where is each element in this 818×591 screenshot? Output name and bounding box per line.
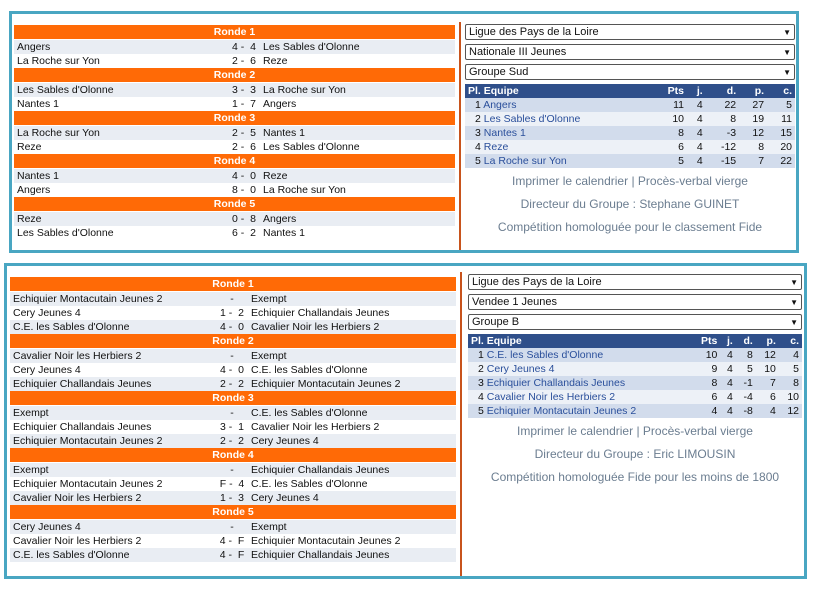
stat-cell: 10 [691, 348, 720, 362]
team-cell [468, 390, 691, 404]
away-team: La Roche sur Yon [263, 184, 346, 196]
away-team: Echiquier Challandais Jeunes [251, 549, 390, 561]
match-row [10, 306, 456, 320]
division-select[interactable] [465, 44, 795, 60]
standings-table [468, 334, 802, 418]
standings-row [465, 126, 795, 140]
print-calendar-link[interactable]: Imprimer le calendrier [517, 424, 634, 438]
home-team: Reze [17, 213, 42, 225]
round-matches [14, 40, 455, 68]
team-cell [468, 404, 691, 418]
separator: | [636, 424, 640, 438]
rank: 1 [478, 349, 484, 361]
match-row [14, 83, 455, 97]
print-links [465, 170, 795, 193]
team-cell [468, 348, 691, 362]
stat-cell: 7 [756, 376, 779, 390]
match-score: F - 4 [219, 478, 245, 490]
team-link[interactable]: Cavalier Noir les Herbiers 2 [486, 391, 616, 403]
round-matches [10, 520, 456, 562]
away-team: C.E. les Sables d'Olonne [251, 364, 368, 376]
standings-row [468, 348, 802, 362]
home-team: Angers [17, 41, 51, 53]
home-team: Reze [17, 141, 42, 153]
away-team: Cery Jeunes 4 [251, 435, 319, 447]
round-header: Ronde 1 [14, 25, 455, 39]
standings-row [465, 112, 795, 126]
standings-table [465, 84, 795, 168]
homologation-note: Compétition homologuée pour le classement Fide [497, 220, 763, 234]
stat-cell: 4 [687, 112, 706, 126]
stat-cell: 4 [756, 404, 779, 418]
match-score: 3 - 3 [232, 84, 256, 96]
league-select-value: Ligue des Pays de la Loire [469, 26, 599, 38]
team-cell [465, 140, 652, 154]
away-team: Echiquier Montacutain Jeunes 2 [251, 378, 401, 390]
match-row [14, 126, 455, 140]
group-director: Directeur du Groupe : Eric LIMOUSIN [534, 447, 736, 461]
match-row [10, 477, 456, 491]
away-team: C.E. les Sables d'Olonne [251, 407, 368, 419]
match-row [14, 169, 455, 183]
chevron-down-icon: ▼ [790, 277, 798, 287]
stat-cell: 12 [779, 404, 802, 418]
team-link[interactable]: Angers [483, 99, 517, 111]
match-score: - [230, 521, 234, 533]
team-cell [465, 154, 652, 168]
match-row [10, 377, 456, 391]
away-team: C.E. les Sables d'Olonne [251, 478, 368, 490]
match-row [10, 420, 456, 434]
match-score: 4 - 0 [232, 170, 256, 182]
round-matches [10, 463, 456, 505]
match-row [10, 491, 456, 505]
round-header: Ronde 2 [10, 334, 456, 348]
team-link[interactable]: Echiquier Challandais Jeunes [486, 377, 626, 389]
stat-cell: 4 [720, 390, 735, 404]
team-link[interactable]: Cery Jeunes 4 [486, 363, 555, 375]
stat-cell: -8 [736, 404, 756, 418]
round-matches [14, 169, 455, 197]
stat-cell: -1 [736, 376, 756, 390]
stat-cell: -4 [736, 390, 756, 404]
group-panel-1 [9, 11, 799, 253]
rounds-list [10, 277, 456, 562]
stat-cell: 20 [767, 140, 795, 154]
match-row [10, 548, 456, 562]
stat-cell: 15 [767, 126, 795, 140]
match-score: 8 - 0 [232, 184, 256, 196]
rank: 5 [478, 405, 484, 417]
match-score: 2 - 6 [232, 55, 256, 67]
stat-cell: 4 [687, 140, 706, 154]
stat-cell: 5 [779, 362, 802, 376]
stat-cell: 4 [720, 376, 735, 390]
rounds-list [14, 25, 455, 240]
group-select[interactable] [465, 64, 795, 80]
match-score: 1 - 7 [232, 98, 256, 110]
stat-cell: 11 [767, 112, 795, 126]
rank: 3 [478, 377, 484, 389]
group-info [468, 274, 802, 489]
match-score: 2 - 2 [220, 378, 244, 390]
round-header: Ronde 5 [10, 505, 456, 519]
group-select-value: Groupe B [472, 316, 520, 328]
stat-cell: 12 [756, 348, 779, 362]
away-team: Nantes 1 [263, 227, 306, 239]
blank-report-link[interactable]: Procès-verbal vierge [642, 424, 753, 438]
home-team: Nantes 1 [17, 98, 60, 110]
stat-cell: 10 [652, 112, 687, 126]
home-team: Echiquier Montacutain Jeunes 2 [13, 293, 163, 305]
chevron-down-icon: ▼ [790, 297, 798, 307]
home-team: La Roche sur Yon [17, 127, 100, 139]
stat-cell: 4 [691, 404, 720, 418]
chevron-down-icon: ▼ [783, 47, 791, 57]
match-row [10, 363, 456, 377]
stat-cell: 10 [756, 362, 779, 376]
column-header: Pl. Equipe [468, 334, 691, 348]
rank: 4 [475, 141, 481, 153]
match-row [10, 292, 456, 306]
team-cell [465, 98, 652, 112]
stat-cell: 4 [687, 98, 706, 112]
stat-cell: 4 [687, 154, 706, 168]
round-header: Ronde 4 [14, 154, 455, 168]
round-header: Ronde 4 [10, 448, 456, 462]
stat-cell: 22 [706, 98, 739, 112]
home-team: Cavalier Noir les Herbiers 2 [13, 350, 142, 362]
standings-header [468, 334, 802, 348]
column-header: p. [756, 334, 779, 348]
round-matches [10, 292, 456, 334]
round-header: Ronde 5 [14, 197, 455, 211]
away-team: Angers [263, 213, 297, 225]
match-score: - [230, 293, 234, 305]
match-row [14, 212, 455, 226]
standings-row [468, 390, 802, 404]
match-row [14, 40, 455, 54]
round-matches [10, 349, 456, 391]
chevron-down-icon: ▼ [790, 317, 798, 327]
match-score: 1 - 3 [220, 492, 244, 504]
stat-cell: 10 [779, 390, 802, 404]
match-row [14, 97, 455, 111]
match-score: 6 - 2 [232, 227, 256, 239]
away-team: Exempt [251, 293, 287, 305]
home-team: Angers [17, 184, 51, 196]
stat-cell: 8 [652, 126, 687, 140]
stat-cell: 5 [736, 362, 756, 376]
group-director: Directeur du Groupe : Stephane GUINET [520, 197, 740, 211]
match-row [10, 434, 456, 448]
match-row [10, 463, 456, 477]
match-score: 0 - 8 [232, 213, 256, 225]
stat-cell: 19 [739, 112, 767, 126]
standings-row [465, 154, 795, 168]
team-cell [465, 126, 652, 140]
home-team: Les Sables d'Olonne [17, 227, 114, 239]
stat-cell: 4 [720, 348, 735, 362]
home-team: Echiquier Challandais Jeunes [13, 378, 152, 390]
home-team: Echiquier Challandais Jeunes [13, 421, 152, 433]
stat-cell: 27 [739, 98, 767, 112]
away-team: Cavalier Noir les Herbiers 2 [251, 421, 380, 433]
league-select-value: Ligue des Pays de la Loire [472, 276, 602, 288]
away-team: Les Sables d'Olonne [263, 41, 360, 53]
stat-cell: 5 [652, 154, 687, 168]
match-row [14, 54, 455, 68]
match-score: - [230, 350, 234, 362]
chevron-down-icon: ▼ [783, 27, 791, 37]
match-score: 4 - F [219, 535, 245, 547]
rank: 2 [478, 363, 484, 375]
division-select[interactable] [468, 294, 802, 310]
stat-cell: 8 [779, 376, 802, 390]
round-header: Ronde 2 [14, 68, 455, 82]
home-team: Echiquier Montacutain Jeunes 2 [13, 478, 163, 490]
round-header: Ronde 3 [14, 111, 455, 125]
home-team: La Roche sur Yon [17, 55, 100, 67]
column-header: c. [779, 334, 802, 348]
division-select-value: Nationale III Jeunes [469, 46, 567, 58]
away-team: Echiquier Challandais Jeunes [251, 307, 390, 319]
round-matches [14, 126, 455, 154]
home-team: Les Sables d'Olonne [17, 84, 114, 96]
match-score: - [230, 407, 234, 419]
stat-cell: -3 [706, 126, 739, 140]
standings-row [465, 140, 795, 154]
column-header: j. [687, 84, 706, 98]
away-team: Angers [263, 98, 297, 110]
match-row [10, 320, 456, 334]
match-score: 1 - 2 [220, 307, 244, 319]
team-link[interactable]: Nantes 1 [483, 127, 526, 139]
team-link[interactable]: C.E. les Sables d'Olonne [486, 349, 604, 361]
away-team: Exempt [251, 521, 287, 533]
match-score: 4 - 0 [220, 364, 244, 376]
standings-row [468, 362, 802, 376]
home-team: Cavalier Noir les Herbiers 2 [13, 492, 142, 504]
column-header: j. [720, 334, 735, 348]
column-header: Pts [652, 84, 687, 98]
rank: 5 [475, 155, 481, 167]
away-team: Echiquier Montacutain Jeunes 2 [251, 535, 401, 547]
home-team: Nantes 1 [17, 170, 60, 182]
standings-row [468, 376, 802, 390]
stat-cell: 4 [687, 126, 706, 140]
stat-cell: 4 [720, 404, 735, 418]
home-team: Cery Jeunes 4 [13, 307, 81, 319]
home-team: Exempt [13, 407, 49, 419]
home-team: Cery Jeunes 4 [13, 521, 81, 533]
column-header: d. [736, 334, 756, 348]
away-team: Reze [263, 55, 288, 67]
column-header: d. [706, 84, 739, 98]
group-panel-2 [4, 263, 807, 579]
stat-cell: -12 [706, 140, 739, 154]
match-row [10, 349, 456, 363]
rank: 4 [478, 391, 484, 403]
away-team: Cavalier Noir les Herbiers 2 [251, 321, 380, 333]
homologation-note: Compétition homologuée Fide pour les moins de 1800 [490, 470, 780, 484]
rank: 2 [475, 113, 481, 125]
team-link[interactable]: Reze [483, 141, 509, 153]
stat-cell: 8 [739, 140, 767, 154]
league-select[interactable] [468, 274, 802, 290]
match-score: 4 - F [219, 549, 245, 561]
match-row [10, 406, 456, 420]
match-score: 4 - 4 [232, 41, 256, 53]
divider [459, 22, 461, 250]
stat-cell: 8 [706, 112, 739, 126]
standings-row [468, 404, 802, 418]
home-team: C.E. les Sables d'Olonne [13, 549, 130, 561]
team-link[interactable]: Echiquier Montacutain Jeunes 2 [486, 405, 637, 417]
away-team: Reze [263, 170, 288, 182]
print-calendar-link[interactable]: Imprimer le calendrier [512, 174, 629, 188]
match-row [14, 140, 455, 154]
team-cell [465, 112, 652, 126]
round-header: Ronde 1 [10, 277, 456, 291]
match-row [14, 226, 455, 240]
standings-row [465, 98, 795, 112]
stat-cell: 6 [691, 390, 720, 404]
round-header: Ronde 3 [10, 391, 456, 405]
away-team: Cery Jeunes 4 [251, 492, 319, 504]
match-row [14, 183, 455, 197]
stat-cell: 7 [739, 154, 767, 168]
chevron-down-icon: ▼ [783, 67, 791, 77]
print-links [468, 420, 802, 443]
round-matches [14, 212, 455, 240]
match-row [10, 520, 456, 534]
blank-report-link[interactable]: Procès-verbal vierge [637, 174, 748, 188]
league-select[interactable] [465, 24, 795, 40]
away-team: Echiquier Challandais Jeunes [251, 464, 390, 476]
away-team: Nantes 1 [263, 127, 306, 139]
team-cell [468, 362, 691, 376]
home-team: C.E. les Sables d'Olonne [13, 321, 130, 333]
info-links [468, 420, 802, 489]
round-matches [14, 83, 455, 111]
stat-cell: 11 [652, 98, 687, 112]
home-team: Exempt [13, 464, 49, 476]
info-links [465, 170, 795, 239]
stat-cell: 22 [767, 154, 795, 168]
column-header: Pl. Equipe [465, 84, 652, 98]
stat-cell: 4 [779, 348, 802, 362]
stat-cell: 6 [756, 390, 779, 404]
match-score: 2 - 2 [220, 435, 244, 447]
standings-header [465, 84, 795, 98]
stat-cell: 12 [739, 126, 767, 140]
match-score: 2 - 6 [232, 141, 256, 153]
column-header: Pts [691, 334, 720, 348]
group-select[interactable] [468, 314, 802, 330]
team-cell [468, 376, 691, 390]
rank: 1 [475, 99, 481, 111]
match-score: 4 - 0 [220, 321, 244, 333]
rank: 3 [475, 127, 481, 139]
stat-cell: 9 [691, 362, 720, 376]
column-header: c. [767, 84, 795, 98]
round-matches [10, 406, 456, 448]
match-score: 3 - 1 [220, 421, 244, 433]
group-info [465, 24, 795, 239]
stat-cell: 6 [652, 140, 687, 154]
team-link[interactable]: Les Sables d'Olonne [483, 113, 581, 125]
column-header: p. [739, 84, 767, 98]
away-team: Exempt [251, 350, 287, 362]
home-team: Cavalier Noir les Herbiers 2 [13, 535, 142, 547]
match-score: - [230, 464, 234, 476]
match-score: 2 - 5 [232, 127, 256, 139]
stat-cell: 8 [736, 348, 756, 362]
stat-cell: 4 [720, 362, 735, 376]
stat-cell: 8 [691, 376, 720, 390]
team-link[interactable]: La Roche sur Yon [483, 155, 567, 167]
away-team: Les Sables d'Olonne [263, 141, 360, 153]
stat-cell: -15 [706, 154, 739, 168]
home-team: Cery Jeunes 4 [13, 364, 81, 376]
separator: | [631, 174, 635, 188]
group-select-value: Groupe Sud [469, 66, 529, 78]
home-team: Echiquier Montacutain Jeunes 2 [13, 435, 163, 447]
division-select-value: Vendee 1 Jeunes [472, 296, 558, 308]
match-row [10, 534, 456, 548]
away-team: La Roche sur Yon [263, 84, 346, 96]
divider [460, 272, 462, 576]
stat-cell: 5 [767, 98, 795, 112]
